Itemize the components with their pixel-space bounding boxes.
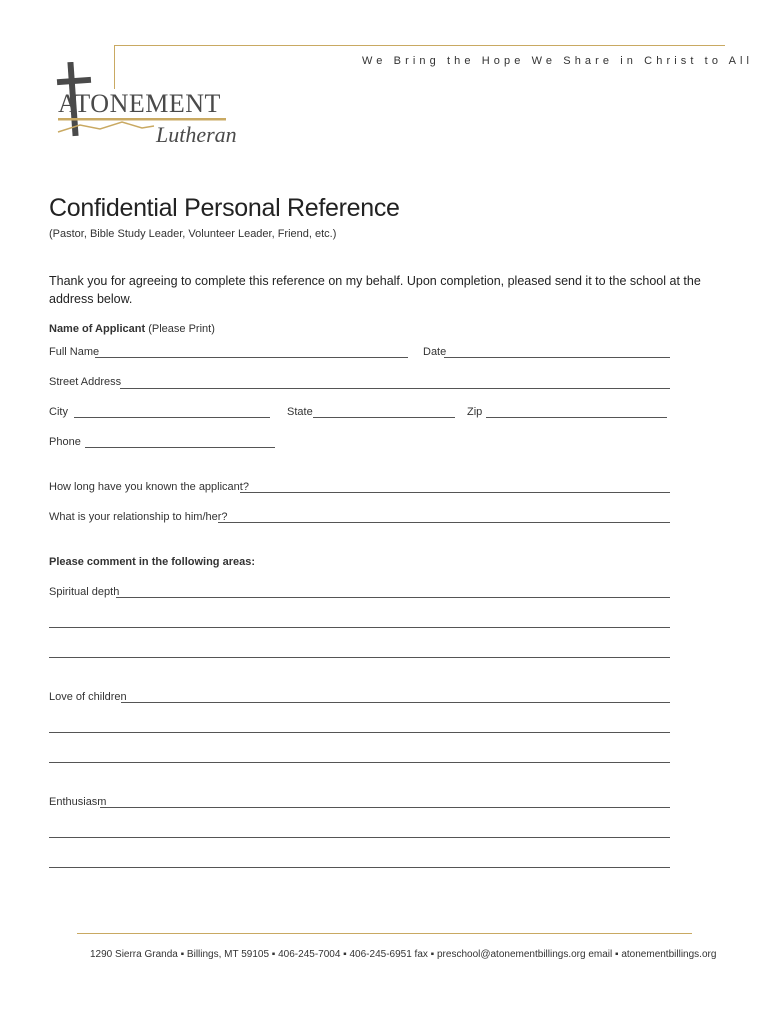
applicant-heading-text: Name of Applicant xyxy=(49,323,146,335)
phone-label: Phone xyxy=(49,436,81,448)
street-address-field[interactable] xyxy=(120,388,670,389)
intro-paragraph: Thank you for agreeing to complete this reference on my behalf. Upon completion, pleased send it to the school at the address below. xyxy=(49,274,701,306)
enthusiasm-line-1[interactable] xyxy=(100,807,670,808)
comments-heading: Please comment in the following areas: xyxy=(49,556,255,568)
zip-label: Zip xyxy=(467,406,483,418)
love-of-children-line-2[interactable] xyxy=(49,732,670,733)
logo-main-text: ATONEMENT xyxy=(58,89,221,118)
city-field[interactable] xyxy=(74,417,270,418)
zip-field[interactable] xyxy=(486,417,667,418)
phone-field[interactable] xyxy=(85,447,275,448)
header-rule-top xyxy=(114,45,725,46)
church-logo xyxy=(50,62,250,146)
how-long-field[interactable] xyxy=(240,492,670,493)
relationship-label: What is your relationship to him/her? xyxy=(49,511,228,523)
enthusiasm-line-2[interactable] xyxy=(49,837,670,838)
page-title: Confidential Personal Reference xyxy=(49,194,400,222)
logo-script-text: Lutheran xyxy=(156,122,237,146)
spiritual-depth-line-3[interactable] xyxy=(49,657,670,658)
spiritual-depth-line-1[interactable] xyxy=(116,597,670,598)
street-address-label: Street Address xyxy=(49,376,122,388)
spiritual-depth-line-2[interactable] xyxy=(49,627,670,628)
relationship-field[interactable] xyxy=(218,522,670,523)
applicant-heading-note: (Please Print) xyxy=(148,323,215,335)
state-field[interactable] xyxy=(313,417,455,418)
city-label: City xyxy=(49,406,68,418)
full-name-label: Full Name xyxy=(49,346,100,358)
applicant-heading xyxy=(49,323,215,335)
page-subtitle: (Pastor, Bible Study Leader, Volunteer Leader, Friend, etc.) xyxy=(49,228,337,240)
enthusiasm-line-3[interactable] xyxy=(49,867,670,868)
footer-rule xyxy=(77,933,692,934)
footer-contact: 1290 Sierra Granda ▪ Billings, MT 59105 ▪ 406-245-7004 ▪ 406-245-6951 fax ▪ preschool@atonementbillings.org email ▪ atonementbillings.org xyxy=(90,949,717,960)
love-of-children-line-3[interactable] xyxy=(49,762,670,763)
tagline: We Bring the Hope We Share in Christ to All xyxy=(362,55,754,67)
full-name-field[interactable] xyxy=(95,357,408,358)
how-long-label: How long have you known the applicant? xyxy=(49,481,249,493)
enthusiasm-label: Enthusiasm xyxy=(49,796,107,808)
love-of-children-label: Love of children xyxy=(49,691,127,703)
date-label: Date xyxy=(423,346,447,358)
spiritual-depth-label: Spiritual depth xyxy=(49,586,120,598)
love-of-children-line-1[interactable] xyxy=(121,702,670,703)
state-label: State xyxy=(287,406,313,418)
date-field[interactable] xyxy=(444,357,670,358)
